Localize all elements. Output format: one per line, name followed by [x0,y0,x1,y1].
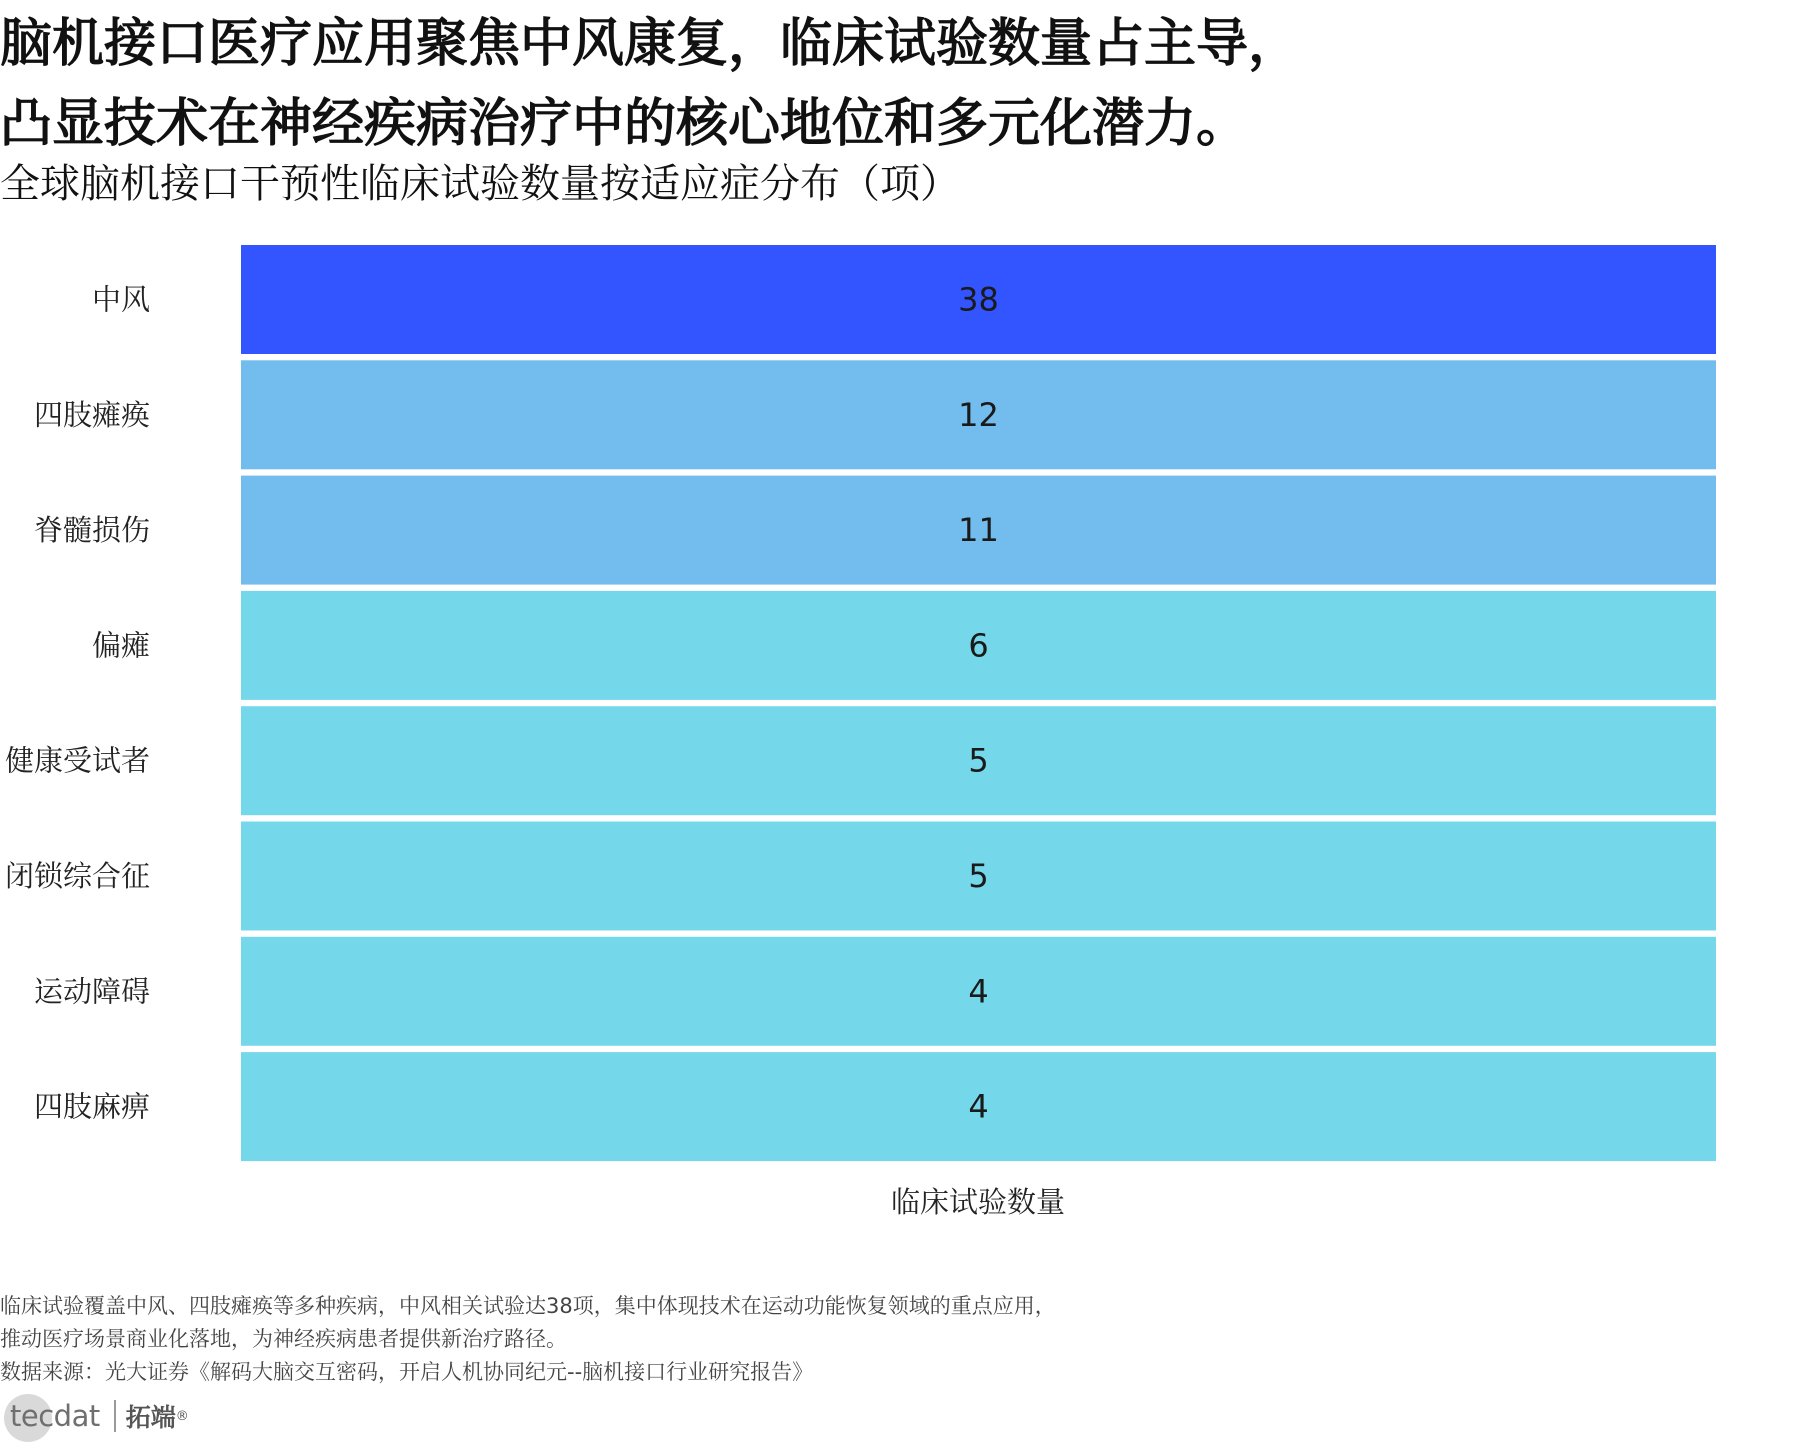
footnote-line-1: 临床试验覆盖中风、四肢瘫痪等多种疾病，中风相关试验达38项，集中体现技术在运动功能恢复领域的重点应用， [0,1294,1056,1318]
brand-name: 拓端 [125,1403,176,1432]
headline-line-2: 凸显技术在神经疾病治疗中的核心地位和多元化潜力。 [0,94,1249,154]
bar-chart [0,230,1800,1240]
category-label: 中风 [91,282,150,317]
chart-subtitle: 全球脑机接口干预性临床试验数量按适应症分布（项） [0,161,960,207]
value-label: 5 [968,857,989,895]
value-label: 5 [968,741,989,780]
registered-mark: ® [175,1408,189,1424]
value-label: 12 [958,395,999,434]
brand-footer [4,1392,189,1440]
category-labels-group [5,283,150,1124]
x-axis-label: 临床试验数量 [890,1185,1066,1219]
tecdat-logo [4,1394,100,1438]
footnote [0,1290,1056,1389]
category-label: 偏瘫 [91,628,150,663]
source-note: 数据来源：光大证券《解码大脑交互密码，开启人机协同纪元--脑机接口行业研究报告》 [0,1360,814,1384]
category-label: 脊髓损伤 [33,513,150,548]
footnote-line-2: 推动医疗场景商业化落地，为神经疾病患者提供新治疗路径。 [0,1327,567,1351]
category-label: 闭锁综合征 [4,859,150,893]
logo-text: tecdat [10,1399,100,1433]
value-label: 38 [958,280,999,319]
headline-line-1: 脑机接口医疗应用聚焦中风康复，临床试验数量占主导， [0,14,1301,74]
value-label: 6 [968,626,989,665]
value-label: 4 [968,972,989,1011]
category-label: 运动障碍 [33,974,150,1009]
value-label: 11 [958,511,999,550]
category-label: 健康受试者 [4,743,150,778]
category-label: 四肢麻痹 [33,1089,150,1124]
category-label: 四肢瘫痪 [33,397,150,432]
value-label: 4 [968,1087,989,1126]
bars-group [241,245,1716,1161]
headline [0,4,1300,164]
brand-divider [114,1400,116,1432]
